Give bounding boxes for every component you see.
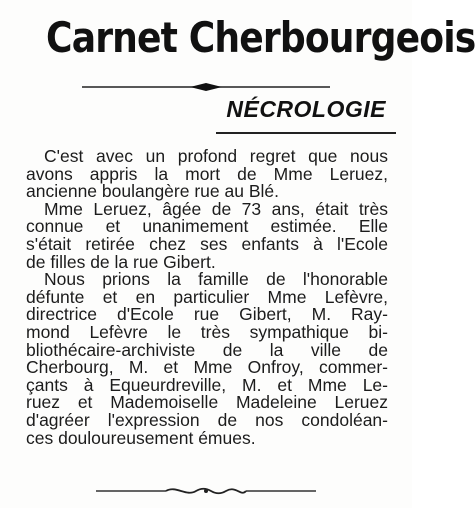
article-line: çants à Equeurdreville, M. et Mme Le- [26,374,388,395]
obituary-article [26,148,388,447]
article-line: C'est avec un profond regret que nous [44,146,388,166]
article-line: d'agréer l'expression de nos condoléan- [26,409,388,430]
article-line: défunte et en particulier Mme Lefèvre, [26,286,388,307]
section-title: NÉCROLOGIE [226,96,386,122]
article-line: bliothécaire-archiviste de la ville de [26,339,388,360]
article-line: avons appris la mort de Mme Leruez, [26,163,388,184]
article-line: s'était retirée chez ses enfants à l'Ecole [26,233,388,254]
article-line: connue et unanimement estimée. Elle [26,216,388,237]
article-line: de filles de la rue Gibert. [26,251,216,272]
article-line: ces douloureusement émues. [26,427,256,448]
article-line: ancienne boulangère rue au Blé. [26,181,279,202]
section-title-underline [216,132,396,134]
article-line: directrice d'Ecole rue Gibert, M. Ray- [26,304,388,325]
article-line: Mme Leruez, âgée de 73 ans, était très [44,198,388,219]
article-line: Cherbourg, M. et Mme Onfroy, commer- [26,357,388,378]
end-ornament-icon [96,485,316,497]
article-line: Nous prions la famille de l'honorable [44,269,388,290]
ornamental-rule-icon [82,82,330,92]
article-line: mond Lefèvre le très sympathique bi- [26,321,388,342]
article-line: ruez et Mademoiselle Madeleine Leruez [26,392,388,413]
masthead-title: Carnet Cherbourgeois [46,13,475,62]
